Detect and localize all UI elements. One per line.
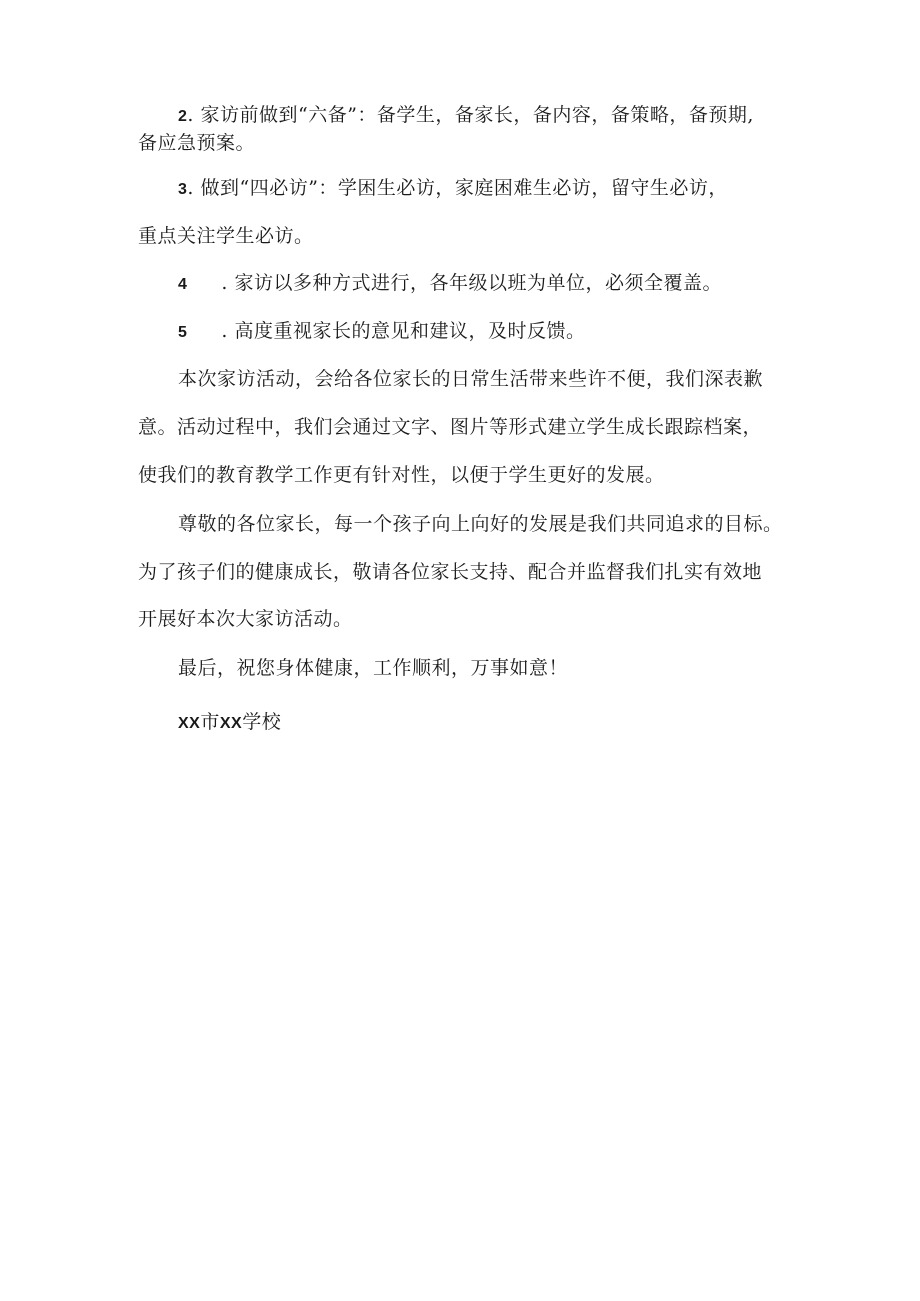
item-5-text: . 高度重视家长的意见和建议，及时反馈。 xyxy=(221,320,586,342)
item-3-number: 3 xyxy=(178,181,188,198)
item-2-text: . 家访前做到“六备”：备学生，备家长，备内容，备策略，备预期, xyxy=(187,104,754,126)
closing-line: 最后，祝您身体健康，工作顺利，万事如意！ xyxy=(178,657,569,679)
paragraph-1-line-1: 本次家访活动，会给各位家长的日常生活带来些许不便，我们深表歉 xyxy=(178,368,764,390)
item-2-line-2: 备应急预案。 xyxy=(138,132,256,154)
signature-city-word: 市 xyxy=(200,711,220,733)
item-2-number: 2 xyxy=(178,108,188,125)
item-4-text: . 家访以多种方式进行，各年级以班为单位，必须全覆盖。 xyxy=(221,272,722,294)
item-4-number: 4 xyxy=(178,276,188,293)
paragraph-1-line-3: 使我们的教育教学工作更有针对性，以便于学生更好的发展。 xyxy=(138,464,665,486)
paragraph-2-line-1: 尊敬的各位家长，每一个孩子向上向好的发展是我们共同追求的目标。 xyxy=(178,513,783,535)
paragraph-2-line-3: 开展好本次大家访活动。 xyxy=(138,608,353,630)
item-3-line-2: 重点关注学生必访。 xyxy=(138,225,314,247)
signature xyxy=(178,710,281,736)
item-5-line-1 xyxy=(178,319,586,345)
signature-city-prefix: XX xyxy=(178,715,201,732)
item-4-line-1 xyxy=(178,271,722,297)
item-3-text: . 做到“四必访”：学困生必访，家庭困难生必访，留守生必访， xyxy=(187,177,728,199)
paragraph-1-line-2: 意。活动过程中，我们会通过文字、图片等形式建立学生成长跟踪档案， xyxy=(138,416,763,438)
paragraph-2-line-2: 为了孩子们的健康成长，敬请各位家长支持、配合并监督我们扎实有效地 xyxy=(138,561,763,583)
item-2-line-1 xyxy=(178,103,754,129)
item-5-number: 5 xyxy=(178,324,188,341)
signature-school-word: 学校 xyxy=(242,711,282,733)
signature-school-prefix: XX xyxy=(219,715,243,732)
item-3-line-1 xyxy=(178,176,728,202)
